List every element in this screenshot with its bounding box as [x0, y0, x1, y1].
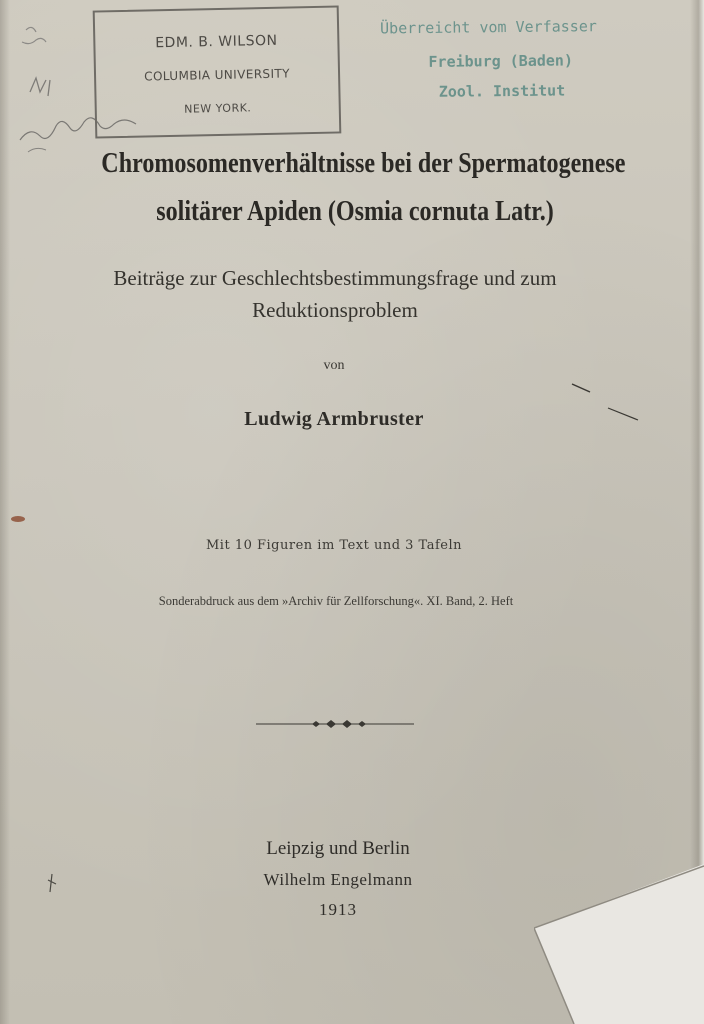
publication-year: 1913: [319, 900, 357, 919]
reprint-note: Sonderabdruck aus dem »Archiv für Zellforschung«. XI. Band, 2. Heft: [158, 594, 514, 608]
title-line-2: solitärer Apiden (Osmia cornuta Latr.): [156, 196, 554, 227]
rust-spot: [8, 512, 28, 526]
ornament-divider: [256, 714, 414, 734]
ink-mark: [44, 872, 60, 894]
folded-corner: [534, 864, 704, 1024]
scratch-mark: [568, 378, 648, 428]
stamp-owner-name: EDM. B. WILSON: [155, 32, 278, 52]
by-label: von: [323, 358, 345, 373]
library-stamp: [93, 5, 342, 138]
publisher-city: Leipzig und Berlin: [266, 838, 410, 859]
stamp-university: COLUMBIA UNIVERSITY: [144, 66, 291, 84]
dedication-city: Freiburg (Baden): [428, 51, 574, 71]
dedication-stamp: [380, 17, 650, 101]
title-line-1: Chromosomenverhältnisse bei der Spermatogenese: [101, 148, 626, 179]
author-name: Ludwig Armbruster: [244, 408, 424, 430]
stamp-city: NEW YORK.: [184, 101, 252, 116]
subtitle-line-2: Reduktionsproblem: [252, 298, 418, 322]
subtitle-line-1: Beiträge zur Geschlechtsbestimmungsfrage und zum: [113, 266, 557, 290]
dedication-line: Überreicht vom Verfasser: [380, 17, 597, 38]
publisher-name: Wilhelm Engelmann: [263, 870, 413, 889]
dedication-institute: Zool. Institut: [438, 81, 566, 101]
figures-note: Mit 10 Figuren im Text und 3 Tafeln: [206, 538, 462, 553]
